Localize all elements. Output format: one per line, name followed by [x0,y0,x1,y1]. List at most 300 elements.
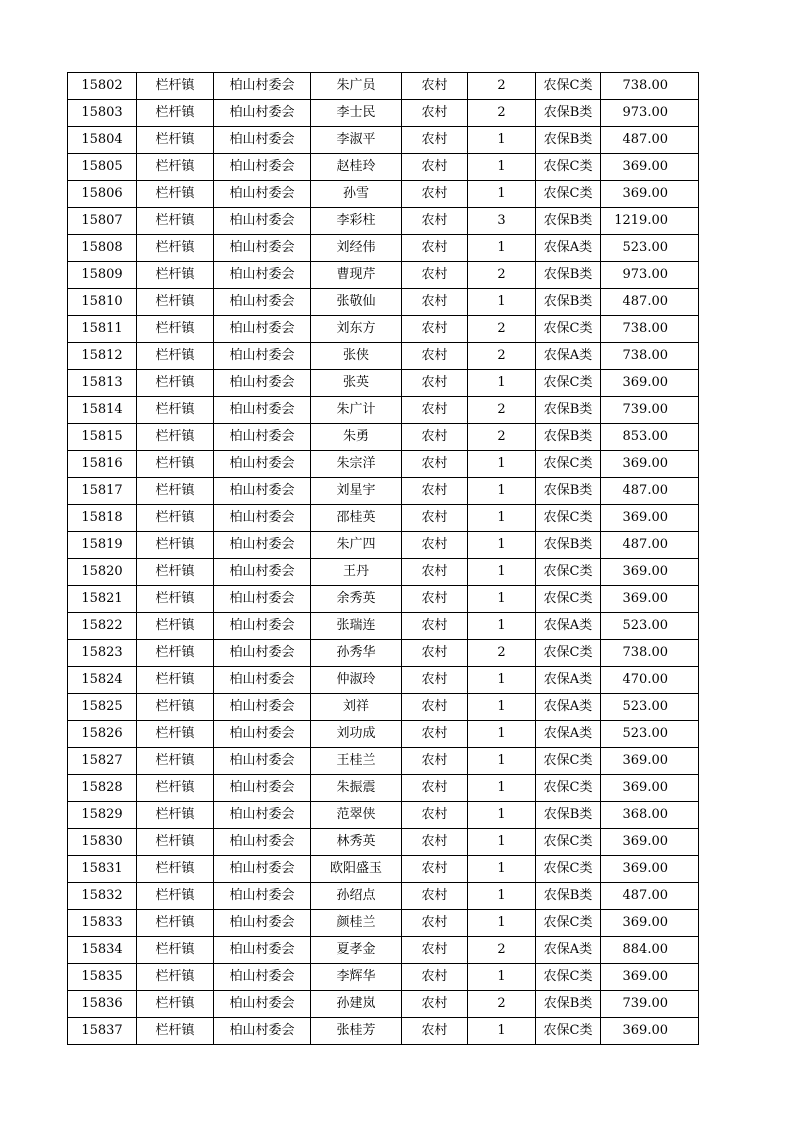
town-cell: 栏杆镇 [137,964,214,991]
category-cell: 农保C类 [536,856,601,883]
table-row [68,397,699,424]
town-cell: 栏杆镇 [137,181,214,208]
table-row [68,289,699,316]
area-type-cell: 农村 [402,424,468,451]
amount-cell: 487.00 [601,289,699,316]
village-committee-cell: 柏山村委会 [214,640,311,667]
household-size-cell: 2 [468,262,536,289]
town-cell: 栏杆镇 [137,100,214,127]
village-committee-cell: 柏山村委会 [214,667,311,694]
category-cell: 农保C类 [536,73,601,100]
amount-cell: 369.00 [601,829,699,856]
table-row [68,883,699,910]
record-id-cell: 15818 [68,505,137,532]
name-cell: 夏孝金 [311,937,402,964]
table-row [68,343,699,370]
category-cell: 农保C类 [536,748,601,775]
area-type-cell: 农村 [402,667,468,694]
table-row [68,208,699,235]
category-cell: 农保C类 [536,1018,601,1045]
record-id-cell: 15820 [68,559,137,586]
town-cell: 栏杆镇 [137,370,214,397]
category-cell: 农保B类 [536,802,601,829]
village-committee-cell: 柏山村委会 [214,964,311,991]
record-id-cell: 15804 [68,127,137,154]
name-cell: 仲淑玲 [311,667,402,694]
category-cell: 农保C类 [536,316,601,343]
table-row [68,964,699,991]
town-cell: 栏杆镇 [137,208,214,235]
area-type-cell: 农村 [402,802,468,829]
area-type-cell: 农村 [402,100,468,127]
table-row [68,451,699,478]
village-committee-cell: 柏山村委会 [214,829,311,856]
record-id-cell: 15833 [68,910,137,937]
household-size-cell: 2 [468,397,536,424]
village-committee-cell: 柏山村委会 [214,694,311,721]
table-row [68,559,699,586]
household-size-cell: 1 [468,289,536,316]
table-row [68,721,699,748]
village-committee-cell: 柏山村委会 [214,343,311,370]
record-id-cell: 15805 [68,154,137,181]
category-cell: 农保C类 [536,640,601,667]
village-committee-cell: 柏山村委会 [214,748,311,775]
name-cell: 刘经伟 [311,235,402,262]
household-size-cell: 1 [468,856,536,883]
village-committee-cell: 柏山村委会 [214,154,311,181]
village-committee-cell: 柏山村委会 [214,127,311,154]
household-size-cell: 1 [468,235,536,262]
amount-cell: 470.00 [601,667,699,694]
category-cell: 农保C类 [536,505,601,532]
household-size-cell: 1 [468,451,536,478]
name-cell: 王丹 [311,559,402,586]
household-size-cell: 1 [468,964,536,991]
town-cell: 栏杆镇 [137,451,214,478]
name-cell: 刘东方 [311,316,402,343]
table-row [68,100,699,127]
record-id-cell: 15812 [68,343,137,370]
village-committee-cell: 柏山村委会 [214,721,311,748]
name-cell: 颜桂兰 [311,910,402,937]
household-size-cell: 1 [468,370,536,397]
household-size-cell: 1 [468,127,536,154]
amount-cell: 1219.00 [601,208,699,235]
village-committee-cell: 柏山村委会 [214,613,311,640]
village-committee-cell: 柏山村委会 [214,181,311,208]
area-type-cell: 农村 [402,127,468,154]
category-cell: 农保B类 [536,397,601,424]
village-committee-cell: 柏山村委会 [214,586,311,613]
amount-cell: 369.00 [601,1018,699,1045]
name-cell: 欧阳盛玉 [311,856,402,883]
category-cell: 农保B类 [536,478,601,505]
town-cell: 栏杆镇 [137,640,214,667]
record-id-cell: 15836 [68,991,137,1018]
name-cell: 王桂兰 [311,748,402,775]
village-committee-cell: 柏山村委会 [214,775,311,802]
amount-cell: 369.00 [601,559,699,586]
area-type-cell: 农村 [402,532,468,559]
area-type-cell: 农村 [402,910,468,937]
record-id-cell: 15835 [68,964,137,991]
town-cell: 栏杆镇 [137,397,214,424]
allowance-table [67,72,699,1045]
household-size-cell: 2 [468,937,536,964]
area-type-cell: 农村 [402,964,468,991]
household-size-cell: 2 [468,73,536,100]
record-id-cell: 15825 [68,694,137,721]
record-id-cell: 15830 [68,829,137,856]
area-type-cell: 农村 [402,559,468,586]
amount-cell: 369.00 [601,910,699,937]
name-cell: 林秀英 [311,829,402,856]
household-size-cell: 1 [468,829,536,856]
town-cell: 栏杆镇 [137,802,214,829]
household-size-cell: 2 [468,640,536,667]
town-cell: 栏杆镇 [137,316,214,343]
area-type-cell: 农村 [402,613,468,640]
category-cell: 农保C类 [536,964,601,991]
record-id-cell: 15802 [68,73,137,100]
category-cell: 农保A类 [536,667,601,694]
household-size-cell: 1 [468,748,536,775]
category-cell: 农保A类 [536,721,601,748]
amount-cell: 973.00 [601,262,699,289]
record-id-cell: 15814 [68,397,137,424]
area-type-cell: 农村 [402,775,468,802]
category-cell: 农保A类 [536,694,601,721]
name-cell: 刘星宇 [311,478,402,505]
record-id-cell: 15831 [68,856,137,883]
record-id-cell: 15819 [68,532,137,559]
category-cell: 农保A类 [536,343,601,370]
record-id-cell: 15837 [68,1018,137,1045]
village-committee-cell: 柏山村委会 [214,235,311,262]
name-cell: 张侠 [311,343,402,370]
table-row [68,586,699,613]
record-id-cell: 15803 [68,100,137,127]
town-cell: 栏杆镇 [137,829,214,856]
area-type-cell: 农村 [402,316,468,343]
village-committee-cell: 柏山村委会 [214,1018,311,1045]
area-type-cell: 农村 [402,856,468,883]
record-id-cell: 15829 [68,802,137,829]
name-cell: 朱振震 [311,775,402,802]
name-cell: 张敬仙 [311,289,402,316]
village-committee-cell: 柏山村委会 [214,910,311,937]
household-size-cell: 2 [468,991,536,1018]
town-cell: 栏杆镇 [137,127,214,154]
household-size-cell: 2 [468,424,536,451]
town-cell: 栏杆镇 [137,991,214,1018]
amount-cell: 369.00 [601,586,699,613]
area-type-cell: 农村 [402,640,468,667]
town-cell: 栏杆镇 [137,262,214,289]
amount-cell: 487.00 [601,883,699,910]
area-type-cell: 农村 [402,478,468,505]
household-size-cell: 1 [468,613,536,640]
area-type-cell: 农村 [402,208,468,235]
village-committee-cell: 柏山村委会 [214,100,311,127]
table-row [68,1018,699,1045]
amount-cell: 369.00 [601,154,699,181]
amount-cell: 487.00 [601,127,699,154]
village-committee-cell: 柏山村委会 [214,397,311,424]
household-size-cell: 1 [468,694,536,721]
amount-cell: 487.00 [601,478,699,505]
household-size-cell: 1 [468,181,536,208]
name-cell: 孙雪 [311,181,402,208]
category-cell: 农保C类 [536,559,601,586]
category-cell: 农保B类 [536,883,601,910]
record-id-cell: 15813 [68,370,137,397]
table-row [68,613,699,640]
household-size-cell: 2 [468,100,536,127]
record-id-cell: 15823 [68,640,137,667]
area-type-cell: 农村 [402,586,468,613]
table-row [68,667,699,694]
amount-cell: 738.00 [601,316,699,343]
category-cell: 农保C类 [536,910,601,937]
name-cell: 李辉华 [311,964,402,991]
table-row [68,154,699,181]
town-cell: 栏杆镇 [137,532,214,559]
village-committee-cell: 柏山村委会 [214,316,311,343]
area-type-cell: 农村 [402,370,468,397]
record-id-cell: 15811 [68,316,137,343]
table-row [68,478,699,505]
category-cell: 农保C类 [536,154,601,181]
name-cell: 朱广员 [311,73,402,100]
name-cell: 赵桂玲 [311,154,402,181]
category-cell: 农保C类 [536,181,601,208]
amount-cell: 369.00 [601,964,699,991]
area-type-cell: 农村 [402,451,468,478]
table-row [68,640,699,667]
record-id-cell: 15828 [68,775,137,802]
table-row [68,424,699,451]
amount-cell: 523.00 [601,613,699,640]
household-size-cell: 2 [468,316,536,343]
category-cell: 农保B类 [536,532,601,559]
amount-cell: 853.00 [601,424,699,451]
amount-cell: 523.00 [601,694,699,721]
area-type-cell: 农村 [402,694,468,721]
area-type-cell: 农村 [402,937,468,964]
area-type-cell: 农村 [402,505,468,532]
town-cell: 栏杆镇 [137,424,214,451]
name-cell: 张桂芳 [311,1018,402,1045]
household-size-cell: 1 [468,154,536,181]
village-committee-cell: 柏山村委会 [214,208,311,235]
village-committee-cell: 柏山村委会 [214,370,311,397]
amount-cell: 739.00 [601,397,699,424]
category-cell: 农保B类 [536,100,601,127]
table-row [68,370,699,397]
record-id-cell: 15816 [68,451,137,478]
town-cell: 栏杆镇 [137,154,214,181]
town-cell: 栏杆镇 [137,235,214,262]
amount-cell: 523.00 [601,721,699,748]
record-id-cell: 15834 [68,937,137,964]
household-size-cell: 1 [468,910,536,937]
household-size-cell: 1 [468,775,536,802]
amount-cell: 369.00 [601,181,699,208]
table-row [68,73,699,100]
area-type-cell: 农村 [402,721,468,748]
household-size-cell: 1 [468,532,536,559]
table-row [68,505,699,532]
amount-cell: 738.00 [601,640,699,667]
record-id-cell: 15810 [68,289,137,316]
amount-cell: 884.00 [601,937,699,964]
name-cell: 刘功成 [311,721,402,748]
town-cell: 栏杆镇 [137,667,214,694]
village-committee-cell: 柏山村委会 [214,262,311,289]
table-row [68,235,699,262]
area-type-cell: 农村 [402,883,468,910]
name-cell: 朱勇 [311,424,402,451]
category-cell: 农保B类 [536,262,601,289]
table-row [68,316,699,343]
category-cell: 农保B类 [536,289,601,316]
table-row [68,748,699,775]
name-cell: 邵桂英 [311,505,402,532]
amount-cell: 738.00 [601,343,699,370]
amount-cell: 369.00 [601,775,699,802]
area-type-cell: 农村 [402,289,468,316]
record-id-cell: 15824 [68,667,137,694]
table-row [68,991,699,1018]
amount-cell: 739.00 [601,991,699,1018]
area-type-cell: 农村 [402,73,468,100]
village-committee-cell: 柏山村委会 [214,802,311,829]
category-cell: 农保C类 [536,451,601,478]
amount-cell: 368.00 [601,802,699,829]
village-committee-cell: 柏山村委会 [214,532,311,559]
village-committee-cell: 柏山村委会 [214,424,311,451]
table-row [68,127,699,154]
household-size-cell: 2 [468,343,536,370]
village-committee-cell: 柏山村委会 [214,559,311,586]
village-committee-cell: 柏山村委会 [214,883,311,910]
name-cell: 孙秀华 [311,640,402,667]
amount-cell: 738.00 [601,73,699,100]
record-id-cell: 15826 [68,721,137,748]
record-id-cell: 15806 [68,181,137,208]
town-cell: 栏杆镇 [137,694,214,721]
name-cell: 李士民 [311,100,402,127]
household-size-cell: 1 [468,721,536,748]
category-cell: 农保B类 [536,127,601,154]
village-committee-cell: 柏山村委会 [214,451,311,478]
amount-cell: 369.00 [601,748,699,775]
name-cell: 刘祥 [311,694,402,721]
household-size-cell: 1 [468,559,536,586]
area-type-cell: 农村 [402,235,468,262]
area-type-cell: 农村 [402,343,468,370]
name-cell: 孙建岚 [311,991,402,1018]
amount-cell: 487.00 [601,532,699,559]
village-committee-cell: 柏山村委会 [214,856,311,883]
table-body [68,73,699,1045]
area-type-cell: 农村 [402,1018,468,1045]
table-row [68,532,699,559]
name-cell: 李彩柱 [311,208,402,235]
household-size-cell: 1 [468,667,536,694]
category-cell: 农保C类 [536,829,601,856]
table-row [68,856,699,883]
table-row [68,937,699,964]
town-cell: 栏杆镇 [137,856,214,883]
amount-cell: 369.00 [601,370,699,397]
town-cell: 栏杆镇 [137,478,214,505]
table-row [68,775,699,802]
town-cell: 栏杆镇 [137,613,214,640]
household-size-cell: 1 [468,586,536,613]
area-type-cell: 农村 [402,397,468,424]
town-cell: 栏杆镇 [137,937,214,964]
town-cell: 栏杆镇 [137,910,214,937]
village-committee-cell: 柏山村委会 [214,73,311,100]
town-cell: 栏杆镇 [137,883,214,910]
table-row [68,181,699,208]
record-id-cell: 15827 [68,748,137,775]
area-type-cell: 农村 [402,262,468,289]
area-type-cell: 农村 [402,829,468,856]
table-row [68,910,699,937]
table-row [68,802,699,829]
category-cell: 农保C类 [536,775,601,802]
name-cell: 范翠侠 [311,802,402,829]
name-cell: 孙绍点 [311,883,402,910]
category-cell: 农保A类 [536,937,601,964]
amount-cell: 369.00 [601,856,699,883]
record-id-cell: 15817 [68,478,137,505]
name-cell: 朱广四 [311,532,402,559]
name-cell: 朱广计 [311,397,402,424]
table-row [68,829,699,856]
record-id-cell: 15822 [68,613,137,640]
category-cell: 农保C类 [536,370,601,397]
amount-cell: 973.00 [601,100,699,127]
category-cell: 农保A类 [536,613,601,640]
village-committee-cell: 柏山村委会 [214,478,311,505]
amount-cell: 369.00 [601,505,699,532]
town-cell: 栏杆镇 [137,343,214,370]
household-size-cell: 3 [468,208,536,235]
amount-cell: 523.00 [601,235,699,262]
household-size-cell: 1 [468,802,536,829]
name-cell: 曹现芹 [311,262,402,289]
town-cell: 栏杆镇 [137,289,214,316]
village-committee-cell: 柏山村委会 [214,937,311,964]
category-cell: 农保B类 [536,208,601,235]
category-cell: 农保A类 [536,235,601,262]
record-id-cell: 15808 [68,235,137,262]
town-cell: 栏杆镇 [137,1018,214,1045]
name-cell: 张瑞连 [311,613,402,640]
area-type-cell: 农村 [402,748,468,775]
household-size-cell: 1 [468,1018,536,1045]
town-cell: 栏杆镇 [137,505,214,532]
category-cell: 农保B类 [536,991,601,1018]
amount-cell: 369.00 [601,451,699,478]
category-cell: 农保C类 [536,586,601,613]
village-committee-cell: 柏山村委会 [214,289,311,316]
